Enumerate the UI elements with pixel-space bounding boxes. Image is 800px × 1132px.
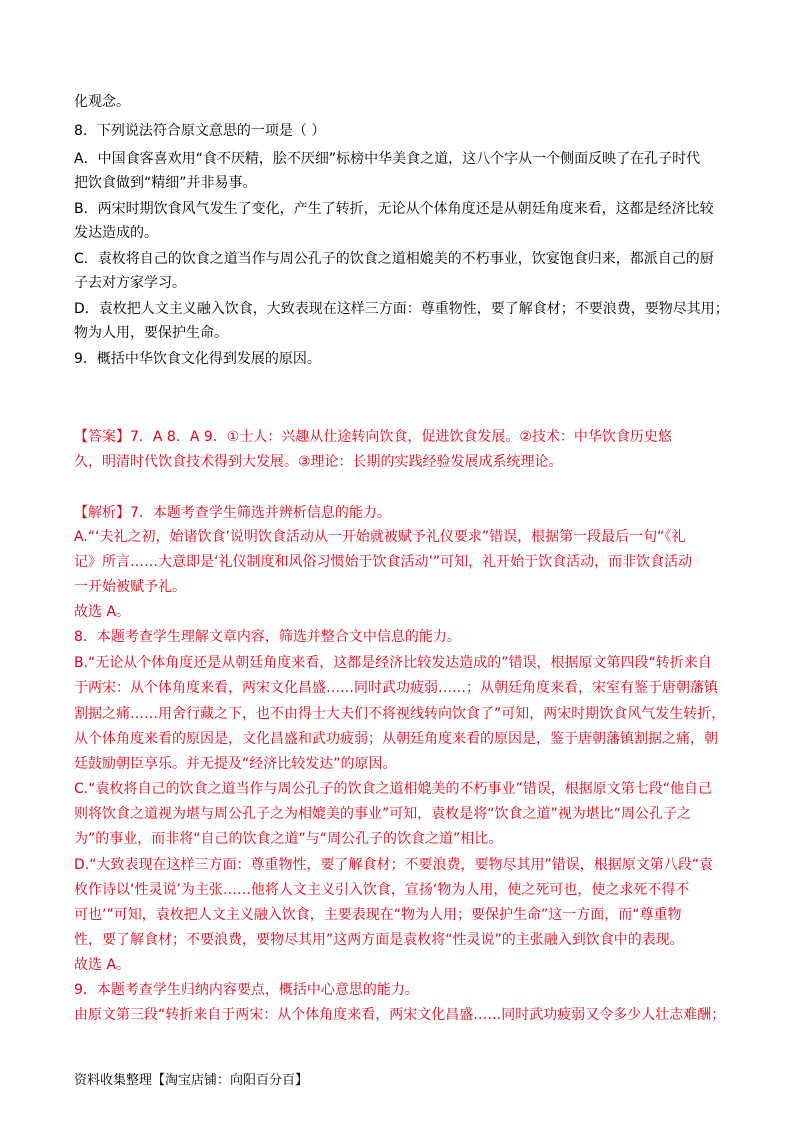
question-9-stem: 9．概括中华饮食文化得到发展的原因。: [74, 351, 321, 367]
option-c-line: 子去对方家学习。: [74, 275, 186, 291]
option-a-line: 把饮食做到“精细”并非易事。: [74, 175, 257, 191]
analysis-line: 从个体角度来看的原因是，文化昌盛和武功疲弱；从朝廷角度来看的原因是，鉴于唐朝藩镇割据之痛，朝: [74, 731, 718, 747]
analysis-line: 于两宋：从个体角度来看，两宋文化昌盛……同时武功疲弱……；从朝廷角度来看，宋室有鉴于唐朝藩镇: [74, 680, 718, 696]
analysis-line: 故选 A。: [74, 957, 131, 973]
analysis-line: 割据之痛……用舍行藏之下，也不由得士大夫们不将视线转向饮食了”可知，两宋时期饮食风气发生转折，: [74, 706, 726, 722]
analysis-line: 由原文第三段“转折来自于两宋：从个体角度来看，两宋文化昌盛……同时武功疲弱又令多少人壮志难酬；: [74, 1007, 726, 1023]
analysis-line: 可也’”可知，袁枚把人文主义融入饮食，主要表现在“物为人用；要保护生命”这一方面，而“尊重物: [74, 907, 682, 923]
analysis-line: 为”的事业，而非将“自己的饮食之道”与“周公孔子的饮食之道”相比。: [74, 831, 503, 847]
analysis-line: 性，要了解食材；不要浪费，要物尽其用”这两方面是袁枚将“性灵说”的主张融入到饮食中的表现。: [74, 932, 684, 948]
question-8-stem: 8．下列说法符合原文意思的一项是（ ）: [74, 123, 326, 139]
option-b-line: 发达造成的。: [74, 225, 158, 241]
analysis-line: 9．本题考查学生归纳内容要点，概括中心意思的能力。: [74, 982, 419, 998]
analysis-line: 故选 A。: [74, 604, 131, 620]
analysis-line: 记》所言……大意即是‘礼仪制度和风俗习惯始于饮食活动’”可知，礼开始于饮食活动，而非饮食活动: [74, 554, 693, 570]
analysis-line: A.“‘夫礼之初，始诸饮食’说明饮食活动从一开始就被赋予礼仪要求”错误，根据第一段最后一句“《礼: [74, 529, 686, 545]
question-line: 化观念。: [74, 94, 130, 110]
analysis-line: B.“无论从个体角度还是从朝廷角度来看，这都是经济比较发达造成的”错误，根据原文第四段“转折来自: [74, 655, 712, 671]
analysis-heading: 【解析】7．本题考查学生筛选并辨析信息的能力。: [74, 505, 391, 521]
option-a-line: A．中国食客喜欢用“食不厌精，脍不厌细”标榜中华美食之道，这八个字从一个侧面反映了在孔子时代: [74, 151, 701, 167]
option-d-line: 物为人用，要保护生命。: [74, 325, 228, 341]
option-b-line: B．两宋时期饮食风气发生了变化，产生了转折，无论从个体角度还是从朝廷角度来看，这都是经济比较: [74, 201, 714, 217]
option-d-line: D．袁枚把人文主义融入饮食，大致表现在这样三方面：尊重物性，要了解食材；不要浪费，要物尽其用；: [74, 301, 729, 317]
analysis-line: 则将饮食之道视为堪与周公孔子之为相媲美的事业”可知，袁枚是将“饮食之道”视为堪比“周公孔子之: [74, 806, 692, 822]
analysis-line: C.“袁枚将自己的饮食之道当作与周公孔子的饮食之道相媲美的不朽事业”错误，根据原文第七段“他自己: [74, 781, 712, 797]
answer-line: 久，明清时代饮食技术得到大发展。③理论：长期的实践经验发展成系统理论。: [74, 454, 563, 470]
answer-line: 【答案】7．A 8．A 9．①士人：兴趣从仕途转向饮食，促进饮食发展。②技术：中华饮食历史悠: [74, 429, 672, 445]
option-c-line: C．袁枚将自己的饮食之道当作与周公孔子的饮食之道相媲美的不朽事业，饮宴饱食归来，都派自己的厨: [74, 251, 714, 267]
analysis-line: 枚作诗以‘性灵说’为主张……他将人文主义引入饮食，宣扬‘物为人用，使之死可也，使之求死不得不: [74, 882, 690, 898]
analysis-line: 廷鼓励朝臣享乐。并无提及“经济比较发达”的原因。: [74, 756, 397, 772]
analysis-line: D.“大致表现在这样三方面：尊重物性，要了解食材；不要浪费，要物尽其用”错误，根据原文第八段“袁: [74, 857, 713, 873]
analysis-line: 8．本题考查学生理解文章内容，筛选并整合文中信息的能力。: [74, 629, 461, 645]
analysis-line: 一开始被赋予礼。: [74, 579, 186, 595]
page-footer: 资料收集整理【淘宝店铺：向阳百分百】: [74, 1073, 309, 1088]
